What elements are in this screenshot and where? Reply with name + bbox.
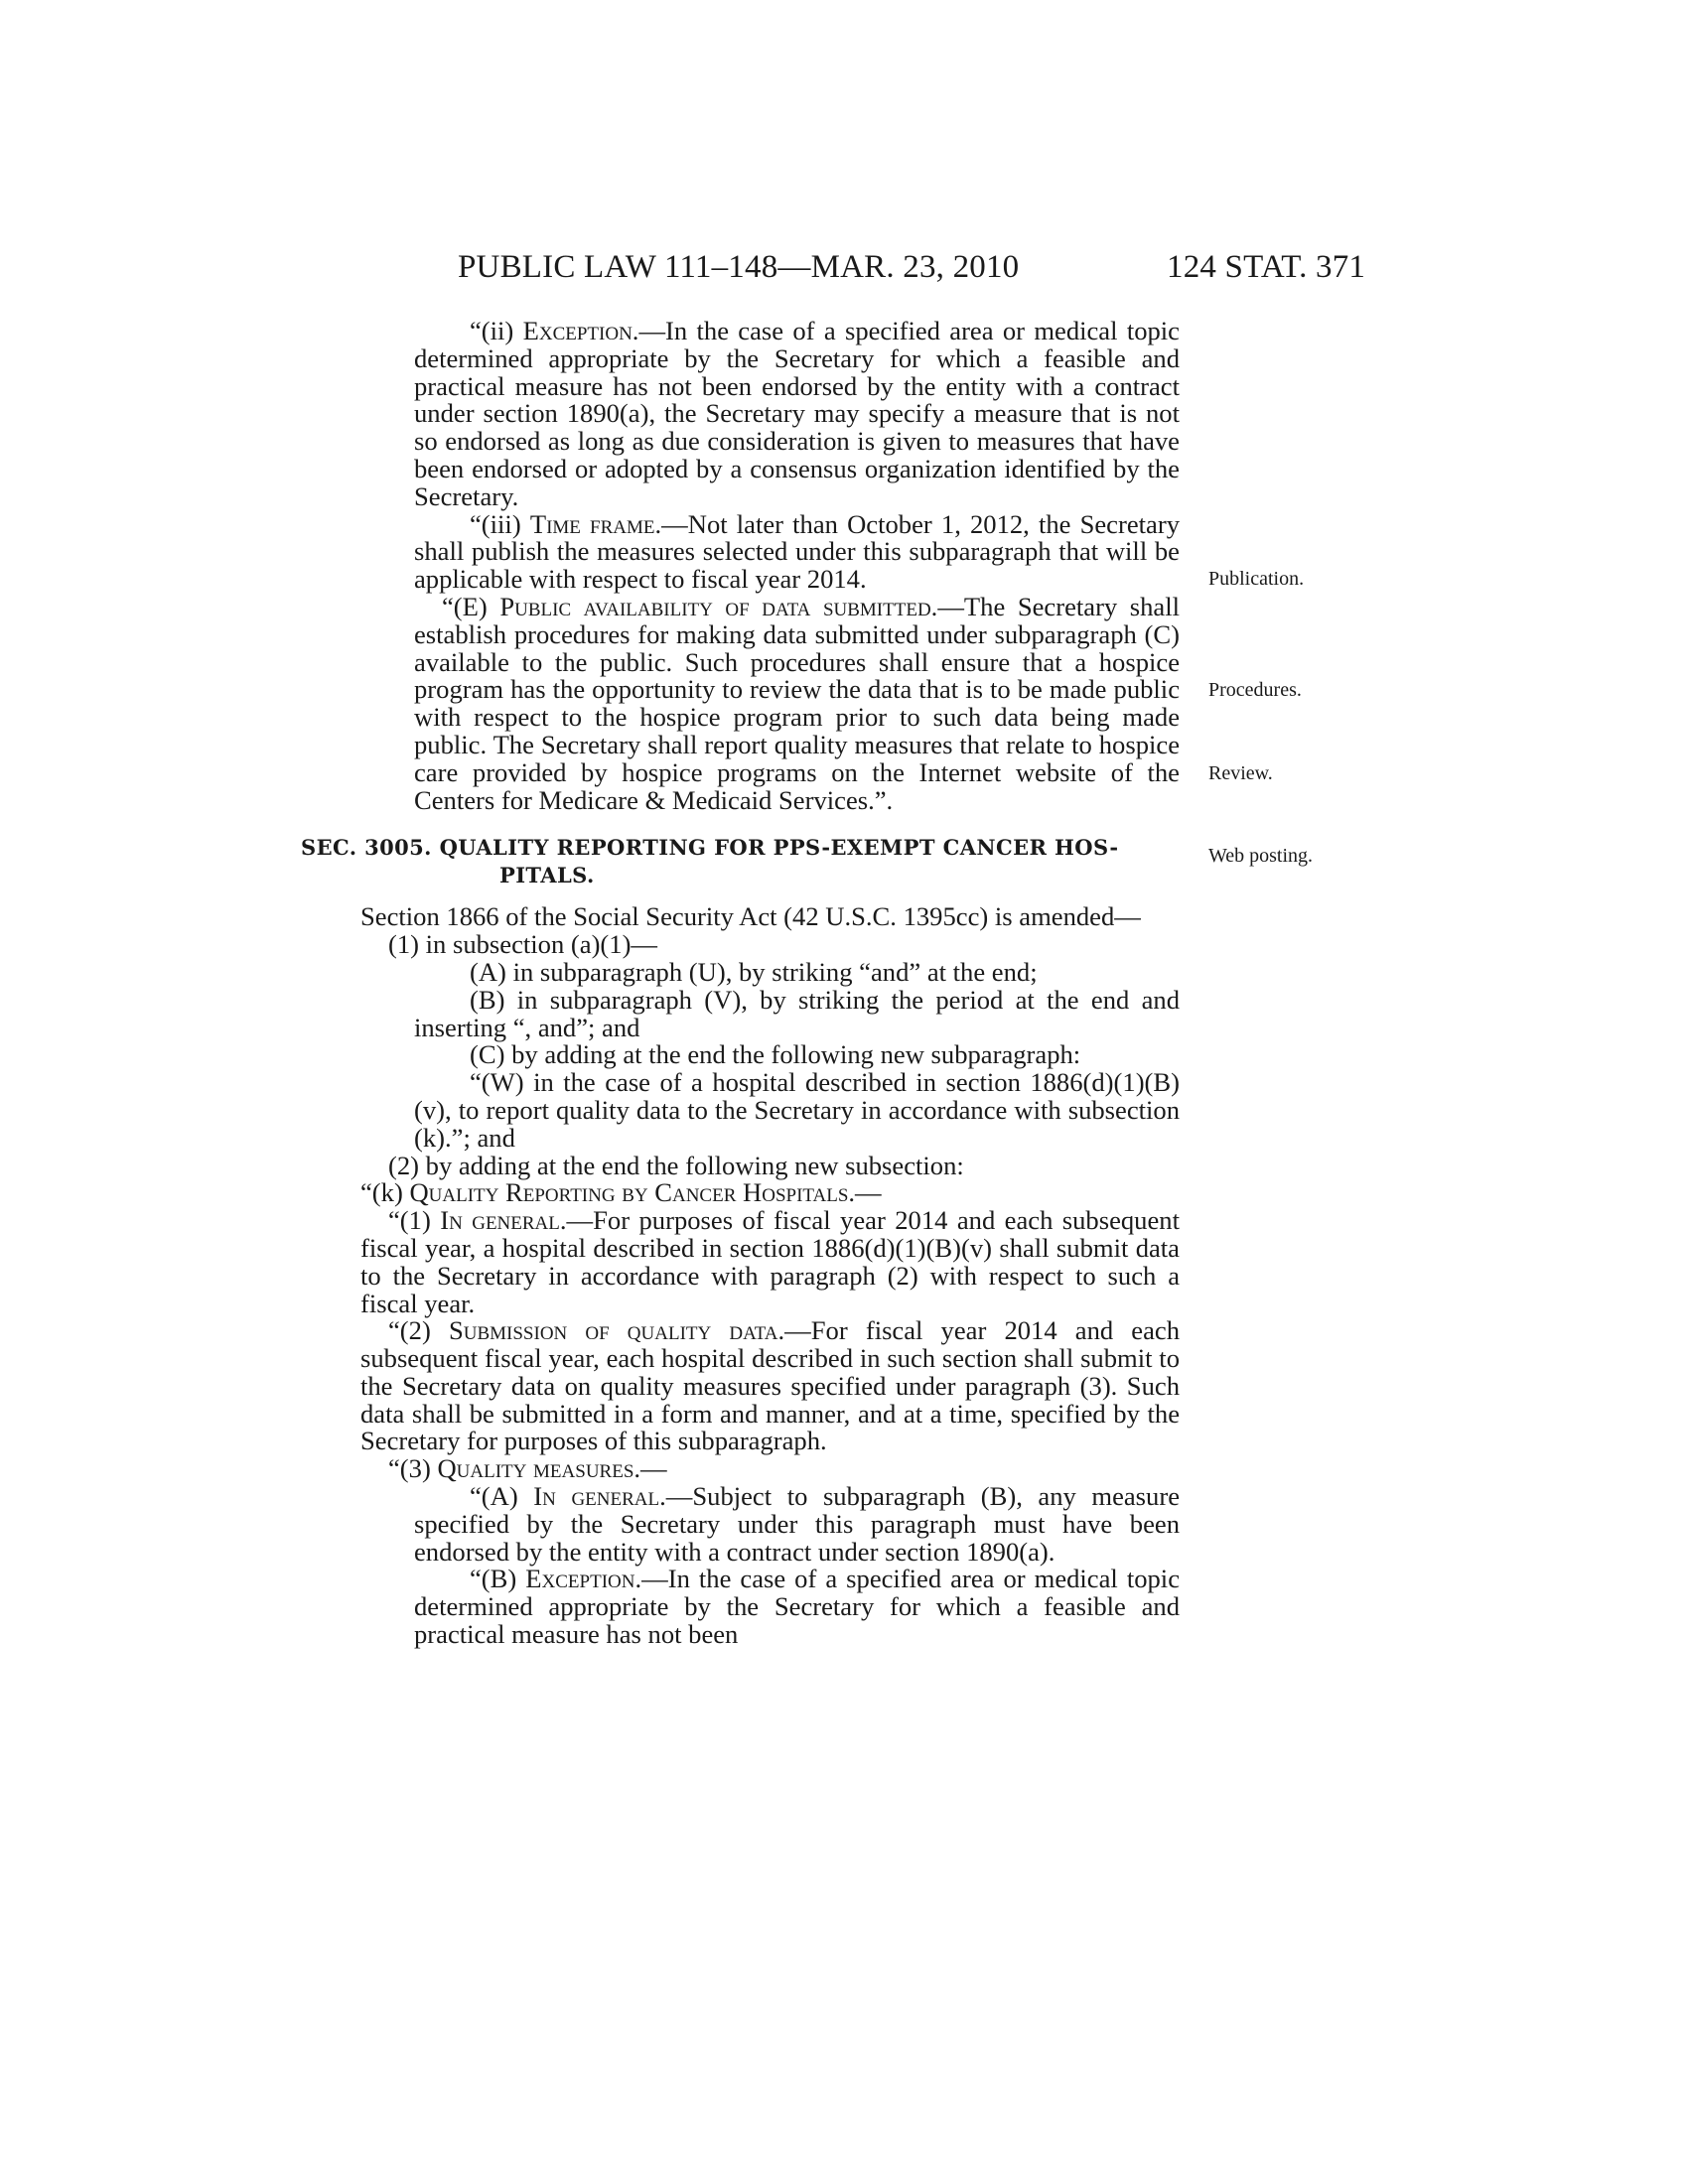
section-intro: Section 1866 of the Social Security Act (42 U.S.C. 1395cc) is amended—	[360, 901, 1141, 932]
item-1: (1) in subsection (a)(1)—	[388, 929, 658, 960]
document-body	[301, 318, 1180, 1649]
page-header-title: PUBLIC LAW 111–148—MAR. 23, 2010	[458, 249, 1020, 285]
item-B: (B) in subparagraph (V), by striking the period at the end and inserting “, and”; and	[414, 984, 1180, 1042]
paragraph-iii-time-frame: “(iii) Time frame.—Not later than October 1, 2012, the Secretary shall publish the measures selected under this subparagraph that will be applicable with respect to fiscal year 2014.	[414, 508, 1180, 595]
item-A: (A) in subparagraph (U), by striking “and” at the end;	[470, 956, 1038, 987]
subsection-k-3-A: “(A) In general.—Subject to subparagraph (B), any measure specified by the Secretary under this paragraph must have been endorsed by the entity with a contract under section 1890(a).	[414, 1481, 1180, 1567]
subsection-k-1: “(1) In general.—For purposes of fiscal year 2014 and each subsequent fiscal year, a hospital described in section 1886(d)(1)(B)(v) shall submit data to the Secretary in accordance with paragraph (2) with respect to such a fiscal year.	[360, 1205, 1180, 1318]
item-W: “(W) in the case of a hospital described in section 1886(d)(1)(B)(v), to report quality data to the Secretary in accordance with subsection (k).”; and	[414, 1067, 1180, 1153]
paragraph-ii-exception: “(ii) Exception.—In the case of a specified area or medical topic determined appropriate by the Secretary for which a feasible and practical measure has not been endorsed by the entity with a contract under section 1890(a), the Secretary may specify a measure that is not so endorsed as long as due consideration is given to measures that have been endorsed or adopted by a consensus organization identified by the Secretary.	[414, 316, 1180, 511]
margin-note-web-posting: Web posting.	[1208, 845, 1314, 867]
margin-note-review: Review.	[1208, 762, 1273, 784]
margin-note-procedures: Procedures.	[1208, 679, 1302, 701]
item-C: (C) by adding at the end the following new subparagraph:	[470, 1039, 1081, 1070]
subsection-k-3: “(3) Quality measures.—	[388, 1453, 667, 1484]
subsection-k-3-B: “(B) Exception.—In the case of a specified area or medical topic determined appropriate by the Secretary for which a feasible and practical measure has not been	[414, 1564, 1181, 1650]
section-heading: SEC. 3005. QUALITY REPORTING FOR PPS-EXEMPT CANCER HOS- PITALS.	[301, 835, 1119, 888]
margin-note-publication: Publication.	[1208, 568, 1305, 590]
paragraph-E-public-availability: “(E) Public availability of data submitted.—The Secretary shall establish procedures for making data submitted under subparagraph (C) available to the public. Such procedures shall ensure that a hospice program has the opportunity to review the data that is to be made public with respect to the hospice program prior to such data being made public. The Secretary shall report quality measures that relate to hospice care provided by hospice programs on the Internet website of the Centers for Medicare & Medicaid Services.”.	[414, 591, 1180, 815]
subsection-k-2: “(2) Submission of quality data.—For fiscal year 2014 and each subsequent fiscal year, each hospital described in such section shall submit to the Secretary data on quality measures specified under paragraph (3). Such data shall be submitted in a form and manner, and at a time, specified by the Secretary for purposes of this subparagraph.	[360, 1315, 1180, 1456]
item-2: (2) by adding at the end the following new subsection:	[388, 1150, 964, 1180]
subsection-k: “(k) Quality Reporting by Cancer Hospitals.—	[360, 1177, 882, 1208]
page-header-stat: 124 STAT. 371	[1167, 249, 1366, 285]
